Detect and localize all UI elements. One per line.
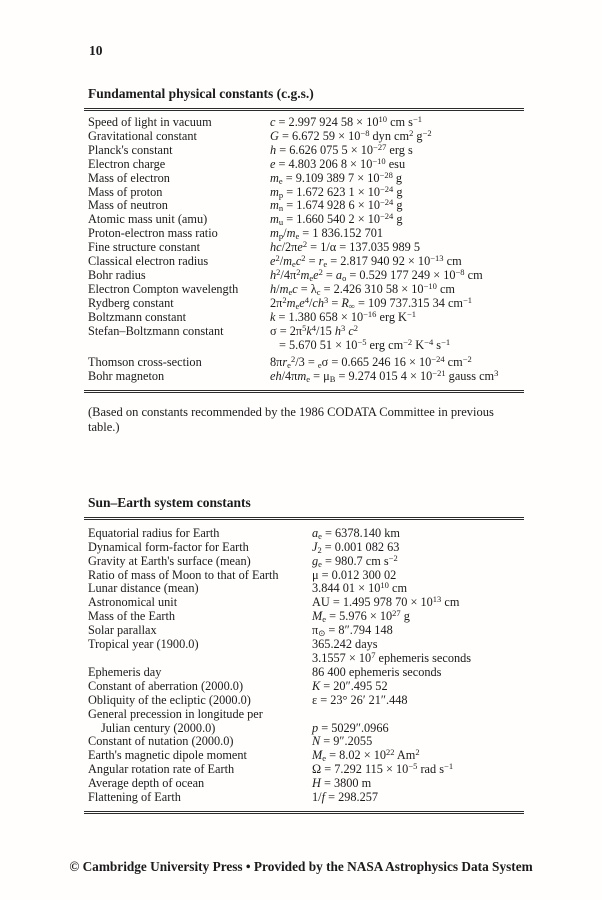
table-row [84,213,524,227]
constant-value: $2\pi^2m_ee^4/ch^3 = R_\infty = 109$ 737.315 34 $cm^{-1}$ [270,294,473,311]
table-row [84,336,524,353]
table-row [84,169,524,186]
constant-name: Equatorial radius for Earth [88,525,220,540]
table-row [84,666,524,680]
table-row [84,127,524,144]
table-row [84,141,524,158]
table-row [84,356,524,370]
constant-name: General precession in longitude per [88,706,263,721]
table-row [84,370,524,384]
constant-name: Constant of aberration (2000.0) [88,678,244,693]
constant-name [84,339,270,353]
table-row [84,199,524,213]
page-number: 10 [89,43,103,58]
constant-name: Mass of the Earth [88,609,176,624]
constant-value: K = 20″.495 52 [312,678,388,693]
constant-value: $g_e = 980.7$ cm $s^{-2}$ [312,552,398,569]
constant-name: Stefan–Boltzmann constant [88,323,224,338]
constant-value: 3.844 $01 \times 10^{10}$ cm [312,580,408,596]
constant-value: $\sigma = 2\pi^5k^4/15$ $h^3$ $c^2$ [270,322,359,338]
constant-value: $m_n = 1.674$ 928 $6 \times 10^{-24}$ g [270,197,403,214]
constant-name: Angular rotation rate of Earth [88,762,235,777]
table-row [84,610,524,624]
sun-earth-constants-table [84,517,524,814]
table-row [84,582,524,596]
table-row [84,183,524,200]
constant-name: Mass of proton [88,184,163,199]
constant-value: ε = 23° 26′ 21″.448 [312,692,408,707]
table-row [84,763,524,777]
constant-name: Thomson cross-section [88,355,202,370]
constant-name: Dynamical form-factor for Earth [88,539,249,554]
constant-name: Bohr magneton [88,369,165,384]
table-row [84,541,524,555]
constant-value: p = 5029″.0966 [312,720,389,735]
table-row [84,527,524,541]
table-row [84,552,524,569]
section-sun-earth-constants [84,495,524,814]
table-row [84,708,524,722]
constant-value: $M_e = 8.02 \times 10^{22}$ Am$^2$ [312,747,420,764]
table-row [84,266,524,283]
constant-name: Average depth of ocean [88,776,205,791]
constant-value [312,708,524,722]
constant-name: Rydberg constant [88,295,174,310]
constant-value: $m_p/m_e = 1$ 836.152 701 [270,226,384,242]
constant-value: $e^2/m_ec^2 = r_e = 2.817$ 940 $92 \times 10^{-13}$ cm [270,253,462,270]
table-note: (Based on constants recommended by the 1986 CODATA Committee in previous table.) [88,405,494,435]
table-row [84,116,524,130]
constant-value: $\pi_⊙ = 8''.794$ 148 [312,623,393,639]
table-row [84,155,524,172]
constant-name: Proton-electron mass ratio [88,226,218,241]
constant-name: Tropical year (1900.0) [88,637,199,652]
constant-name: Gravitational constant [88,128,197,143]
table-row [84,680,524,694]
table-row [84,322,524,339]
constant-value: 365.242 days [312,637,378,652]
table-row [84,624,524,638]
constant-value: H = 3800 m [312,776,372,791]
constant-name: Electron Compton wavelength [88,281,239,296]
constant-name: Solar parallax [88,623,157,638]
section-fundamental-constants [84,86,524,435]
table-row [84,596,524,610]
table-row [84,694,524,708]
constant-name: Fine structure constant [88,240,201,255]
constant-value: $M_e = 5.976 \times 10^{27}$ g [312,608,410,625]
constant-name: Obliquity of the ecliptic (2000.0) [88,692,251,707]
constant-name: Electron charge [88,156,166,171]
constant-value: $h^2/4\pi^2m_ee^2 = a_o = 0.529$ 177 $249 \times 10^{-8}$ cm [270,266,483,283]
constant-value: $hc/2\pi e^2 = 1/\alpha = 137.035$ 989 5 [270,239,420,255]
page-footer: © Cambridge University Press • Provided by the NASA Astrophysics Data System [69,859,533,874]
constant-value: Ω = 7.292 $115 \times 10^{-5}$ rad $s^{-1}$ [312,761,454,777]
constant-name: Speed of light in vacuum [88,115,212,129]
section-title-sun-earth: Sun–Earth system constants [88,494,251,510]
constant-name: Ephemeris day [88,664,162,679]
section-title-fundamental: Fundamental physical constants (c.g.s.) [88,86,314,101]
constant-name [84,652,312,666]
constant-name: Ratio of mass of Moon to that of Earth [88,567,279,582]
constant-name: Gravity at Earth's surface (mean) [88,553,251,568]
constant-value: $h/m_ec = \lambda_c = 2.426$ 310 $58 \times 10^{-10}$ cm [270,280,455,297]
constant-name: Astronomical unit [88,595,178,610]
table-row [84,638,524,652]
constant-value: $m_p = 1.672$ 623 $1 \times 10^{-24}$ g [270,183,403,200]
constant-name: Classical electron radius [88,254,209,269]
constant-value: 1/f = 298.257 [312,790,379,805]
table-row [84,569,524,583]
constant-value: h = 6.626 075 $5 \times 10^{-27}$ erg s [270,141,413,157]
constant-value: N = 9″.2055 [312,734,373,749]
constant-value: $m_u = 1.660$ 540 $2 \times 10^{-24}$ g [270,211,403,228]
constant-value: $3.1557 \times 10^7$ ephemeris seconds [312,649,472,665]
constant-name: Mass of neutron [88,198,168,213]
constant-name: Constant of nutation (2000.0) [88,734,234,749]
constant-value: = 5.670 $51 \times 10^{-5}$ erg $cm^{-2}$ $K^{-4}$ $s^{-1}$ [279,336,451,352]
page-content [84,0,524,814]
constant-name: Boltzmann constant [88,309,187,324]
constant-name: Lunar distance (mean) [88,581,199,596]
constant-value: G = 6.672 $59 \times 10^{-8}$ dyn $cm^2$ $g^{-2}$ [270,127,432,143]
table-row [84,294,524,311]
constant-value: $J_2 = 0.001$ 082 63 [312,539,400,555]
constant-value: $8\pi r_e^2/3 = _e\sigma = 0.665$ 246 $16 \times 10^{-24}$ $cm^{-2}$ [270,354,472,371]
constant-name: Flattening of Earth [88,790,181,805]
table-row [84,749,524,763]
constant-value: 86 400 ephemeris seconds [312,664,442,679]
constant-name: Bohr radius [88,267,146,282]
table-row [84,649,524,666]
constant-value: $a_e = 6378.140$ km [312,525,400,541]
constant-value: $m_e = 9.109$ 389 $7 \times 10^{-28}$ g [270,169,403,186]
constant-name: Julian century (2000.0) [101,720,216,735]
constant-name: Mass of electron [88,170,170,185]
table-row [84,735,524,749]
constant-value: e = 4.803 206 $8 \times 10^{-10}$ esu [270,155,406,171]
table-row [84,791,524,805]
table-row [84,280,524,297]
constant-value: AU = 1.495 978 $70 \times 10^{13}$ cm [312,594,460,610]
constant-name: Atomic mass unit (amu) [88,212,208,227]
table-row [84,777,524,791]
fundamental-constants-table [84,108,524,393]
constant-value: $eh/4\pi m_e = \mu_B = 9.274$ 015 $4 \times 10^{-21}$ gauss $cm^3$ [270,368,499,385]
table-row [84,722,524,736]
constant-name: Earth's magnetic dipole moment [88,748,247,763]
constant-value: k = 1.380 $658 \times 10^{-16}$ erg $K^{-1}$ [270,308,416,324]
constant-value: μ = 0.012 300 02 [312,567,397,582]
constant-name: Planck's constant [88,142,173,157]
constant-value: c = 2.997 924 $58 \times 10^{10}$ cm $s^{-1}$ [270,114,423,129]
